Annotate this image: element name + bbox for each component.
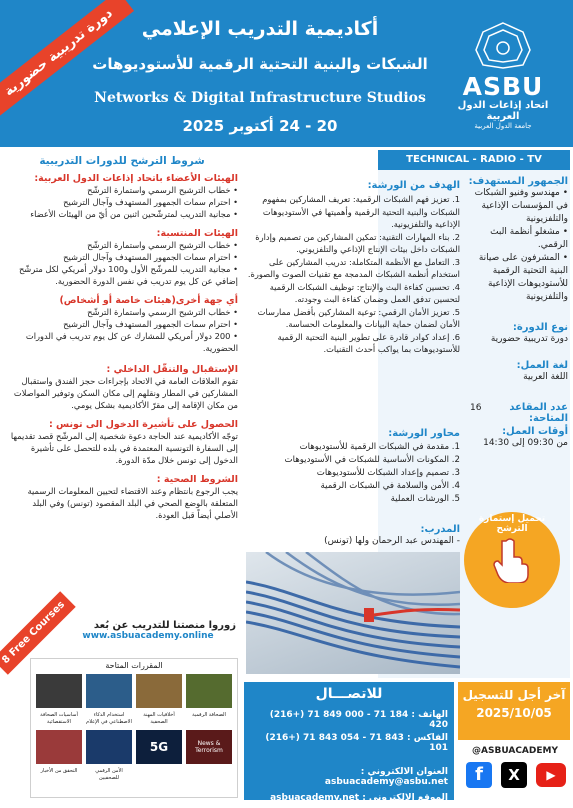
course-label: أخلاقيات المهنة الصحفية (143, 712, 175, 725)
fax-row (244, 733, 454, 753)
logo-text: ASBU (462, 72, 544, 101)
email-link[interactable]: asbuacademy@asbu.net (324, 777, 448, 787)
language-value: اللغة العربية (523, 372, 568, 382)
courses-subtitle: المقررات المتاحة (105, 661, 163, 670)
members-item: • مجانية التدريب لمترشّحين اثنين من أيّ من الهيئات الأعضاء (6, 208, 238, 220)
course-dates: 20 - 24 أكتوبر 2025 (182, 117, 338, 135)
online-platform-url[interactable]: www.asbuacademy.online (82, 631, 214, 641)
course-card[interactable] (136, 674, 182, 726)
course-type-title: نوع الدورة: (512, 322, 568, 333)
category-tag: TECHNICAL - RADIO - TV (378, 150, 570, 170)
social-icons (466, 762, 566, 788)
course-card[interactable] (86, 674, 132, 726)
axis-item: 2. المكونات الأساسية للشبكات في الأستوديوهات (284, 455, 460, 465)
email-row (244, 767, 454, 787)
courses-list (31, 670, 237, 786)
download-form-label: تحميل إستمارة الترشح (478, 514, 546, 534)
goal-item: 4. تحسين كفاءة البث والإنتاج: توظيف الشبكات الرقمية لتحسين تدفق العمل وضمان كفاءة البث وجودته. (269, 281, 460, 304)
affiliates-item: • احترام سمات الجمهور المستهدف وآجال الترشيح (6, 251, 238, 263)
phone-label: الهاتف : (411, 710, 448, 720)
course-card[interactable] (136, 730, 182, 782)
course-card[interactable] (36, 730, 82, 782)
download-form-button[interactable] (464, 512, 560, 608)
visa-text: توجّه الأكاديمية عند الحاجة دعوة شخصية إلى المرشّح قصد تقديمها إلى السفارة التونسية المعتمدة في بلده للتحصل على تأشيرة الدخول إلى تونس خلال مدّة الدورة. (10, 431, 238, 465)
others-item: • 200 دولار أمريكي للمشارك عن كل يوم تدريب في الدورات الحضورية. (6, 330, 238, 354)
course-thumbnail-icon: News & Terrorism (186, 730, 232, 764)
course-thumbnail-icon (86, 730, 132, 764)
axes-section (246, 428, 460, 506)
health-text: يجب الرجوع بانتظام وعند الاقتضاء لتحيين المعلومات الرسمية المتعلقة بالوضع الصحي في البلد المقصود (تونس) وفي البلد الأصلي أيضاً قبل العودة. (27, 486, 238, 520)
affiliates-title: الهيئات المنتسبة: (156, 228, 238, 239)
phone-value[interactable]: (216+) 71 849 000 - 71 184 420 (269, 710, 448, 730)
conditions-panel (6, 155, 238, 521)
course-label: التحقق من الأخبار (40, 768, 78, 774)
deadline-title: آخر أجل للتسجيل (462, 688, 566, 702)
course-thumbnail-icon: 5G (136, 730, 182, 764)
course-thumbnail-icon (36, 674, 82, 708)
asbu-logo (448, 20, 558, 140)
others-item: • احترام سمات الجمهور المستهدف وآجال الترشيح (6, 318, 238, 330)
youtube-icon[interactable]: ▶ (536, 763, 566, 787)
course-label: استخدام الذكاء الاصطناعي في الإعلام (86, 712, 132, 725)
hours-title: أوقات العمل: (502, 426, 568, 437)
course-label: الصحافة الرقمية (192, 712, 226, 718)
course-type-value: دورة تدريبية حضورية (490, 334, 568, 344)
trainer-name: - المهندس عبد الرحمان ولها (تونس) (324, 536, 460, 546)
hours-value: من 09:30 إلى 14:30 (483, 438, 568, 448)
course-thumbnail-icon (186, 674, 232, 708)
network-cables-image (246, 552, 460, 674)
goal-item: 6. إعداد كوادر قادرة على تطوير البنية التحتية الرقمية للأستوديوهات بما يواكب أحدث التقنيات. (277, 331, 460, 354)
affiliates-item: • خطاب الترشيح الرسمي واستمارة الترشّح (6, 239, 238, 251)
audience-title: الجمهور المستهدف: (468, 176, 568, 187)
axis-item: 4. الأمن والسلامة في الشبكات الرقمية (320, 481, 460, 491)
goal-item: 1. تعزيز فهم الشبكات الرقمية: تعريف المشاركين بمفهوم الشبكات والبنية التحتية الرقمية وأهميتها في الأستوديوهات الإذاعية والتلفزيونية. (262, 194, 460, 229)
trainer-section (246, 524, 460, 548)
others-item: • خطاب الترشيح الرسمي واستمارة الترشّح (6, 306, 238, 318)
course-card[interactable] (36, 674, 82, 726)
audience-section (468, 176, 568, 304)
axis-item: 1. مقدمة في الشبكات الرقمية للأستوديوهات (299, 442, 460, 452)
asbu-emblem-icon (473, 20, 533, 70)
web-link[interactable]: asbuacademy.net (270, 793, 360, 803)
course-label: أساسيات الصحافة الاستقصائية (40, 712, 78, 725)
audience-item: • مشغلو أنظمة البث الرقمي. (468, 226, 568, 252)
logo-subtitle-2: جامعة الدول العربية (474, 122, 532, 130)
reception-text: تقوم العلاقات العامة في الاتحاد بإجراءات حجز الفندق واستقبال المشاركين في المطار ونقلهم إلى مكان السكن وتوفير المواصلات من مكان الإقامة إلى مقرّ الأكاديمية بشكل يومي. (13, 376, 238, 410)
courses-grid (30, 658, 238, 798)
health-title: الشروط الصحية : (156, 474, 238, 485)
contact-title: للاتصـــال (315, 686, 383, 702)
web-label: الموقع الإلكتروني : (362, 793, 448, 803)
course-card[interactable] (186, 730, 232, 782)
facebook-icon[interactable]: f (466, 762, 492, 788)
hand-pointer-icon (492, 537, 532, 583)
course-card[interactable] (186, 674, 232, 726)
course-label: الأمن الرقمي للصحفيين (95, 768, 123, 781)
audience-item: • مهندسو وفنيو الشبكات في المؤسسات الإذاعية والتلفزيونية (468, 187, 568, 226)
hours-section (468, 426, 568, 450)
fax-label: الفاكس : (406, 733, 448, 743)
axes-title: محاور الورشة: (388, 428, 460, 439)
course-card[interactable] (86, 730, 132, 782)
reception-title: الإستقبال والتنقّل الداخلي : (106, 364, 238, 375)
goal-item: 3. التعامل مع الأنظمة المتكاملة: تدريب المشاركين على استخدام أنظمة الشبكات المدمجة مع تقنيات الصوت والصورة. (247, 256, 460, 279)
course-thumbnail-icon (36, 730, 82, 764)
online-platform-header (60, 620, 236, 641)
goals-section (246, 180, 460, 356)
phone-row (244, 710, 454, 730)
seats-section (470, 402, 568, 424)
members-item: • احترام سمات الجمهور المستهدف وآجال الترشيح (6, 196, 238, 208)
visa-title: الحصول على تأشيرة الدخول الى تونس : (48, 419, 238, 430)
contact-panel (244, 682, 454, 803)
axis-item: 5. الورشات العملية (390, 494, 460, 504)
trainer-title: المدرب: (420, 524, 460, 535)
cables-illustration-icon (246, 552, 460, 674)
header-banner (0, 0, 573, 147)
logo-subtitle: اتحاد إذاعات الدول العربية (457, 100, 549, 122)
seats-value: 16 (470, 403, 482, 413)
audience-item: • المشرفون على صيانة البنية التحتية الرقمية للأستوديوهات الإذاعية والتلفزيونية (468, 252, 568, 304)
others-title: أي جهة أخرى(هيئات خاصة أو أشخاص) (59, 295, 238, 306)
fax-value: (216+) 71 843 054 - 71 843 101 (265, 733, 448, 753)
goal-item: 5. تعزيز الأمان الرقمي: توعية المشاركين بأفضل ممارسات الأمان لضمان حماية البيانات والمعلومات الحساسة. (257, 306, 460, 329)
affiliates-item: • مجانية التدريب للمرشّح الأول و100 دولار أمريكي لكل مترشّح إضافي عن كل يوم تدريب في نفس الدورة الحضورية. (6, 263, 238, 287)
course-thumbnail-icon (86, 674, 132, 708)
members-title: الهيئات الأعضاء باتحاد إذاعات الدول العربية: (34, 173, 238, 184)
academy-title: أكاديمية التدريب الإعلامي (141, 18, 379, 40)
free-courses-badge: 8 Free Courses (0, 591, 76, 674)
social-handle: @ASBUACADEMY (472, 746, 558, 756)
deadline-date: 2025/10/05 (476, 706, 552, 720)
course-type-section (468, 322, 568, 346)
goal-item: 2. بناء المهارات التقنية: تمكين المشاركين من تصميم وإدارة الشبكات داخل بيئات الإنتاج الإذاعي والتلفزيوني. (255, 231, 460, 254)
language-title: لغة العمل: (516, 360, 568, 371)
course-title-ar: الشبكات والبنية التحتية الرقمية للأستوديوهات (92, 55, 428, 73)
goals-title: الهدف من الورشة: (367, 180, 460, 191)
x-twitter-icon[interactable]: X (501, 762, 527, 788)
course-title-en: Networks & Digital Infrastructure Studios (94, 90, 426, 106)
online-platform-title: زوروا منصتنا للتدريب عن بُعد (93, 620, 236, 631)
email-label: العنوان الالكتروني : (360, 767, 448, 777)
course-thumbnail-icon (136, 674, 182, 708)
course-type-ribbon: دورة تدريبية حضورية (0, 0, 134, 116)
seats-title: عدد المقاعد المتاحة: (509, 402, 568, 424)
axis-item: 3. تصميم وإعداد الشبكات للأستوديوهات (316, 468, 460, 478)
deadline-box (458, 682, 570, 740)
language-section (468, 360, 568, 384)
members-item: • خطاب الترشيح الرسمي واستمارة الترشّح (6, 184, 238, 196)
web-row (244, 793, 454, 803)
conditions-title: شروط الترشح للدورات التدريبية (39, 155, 205, 167)
